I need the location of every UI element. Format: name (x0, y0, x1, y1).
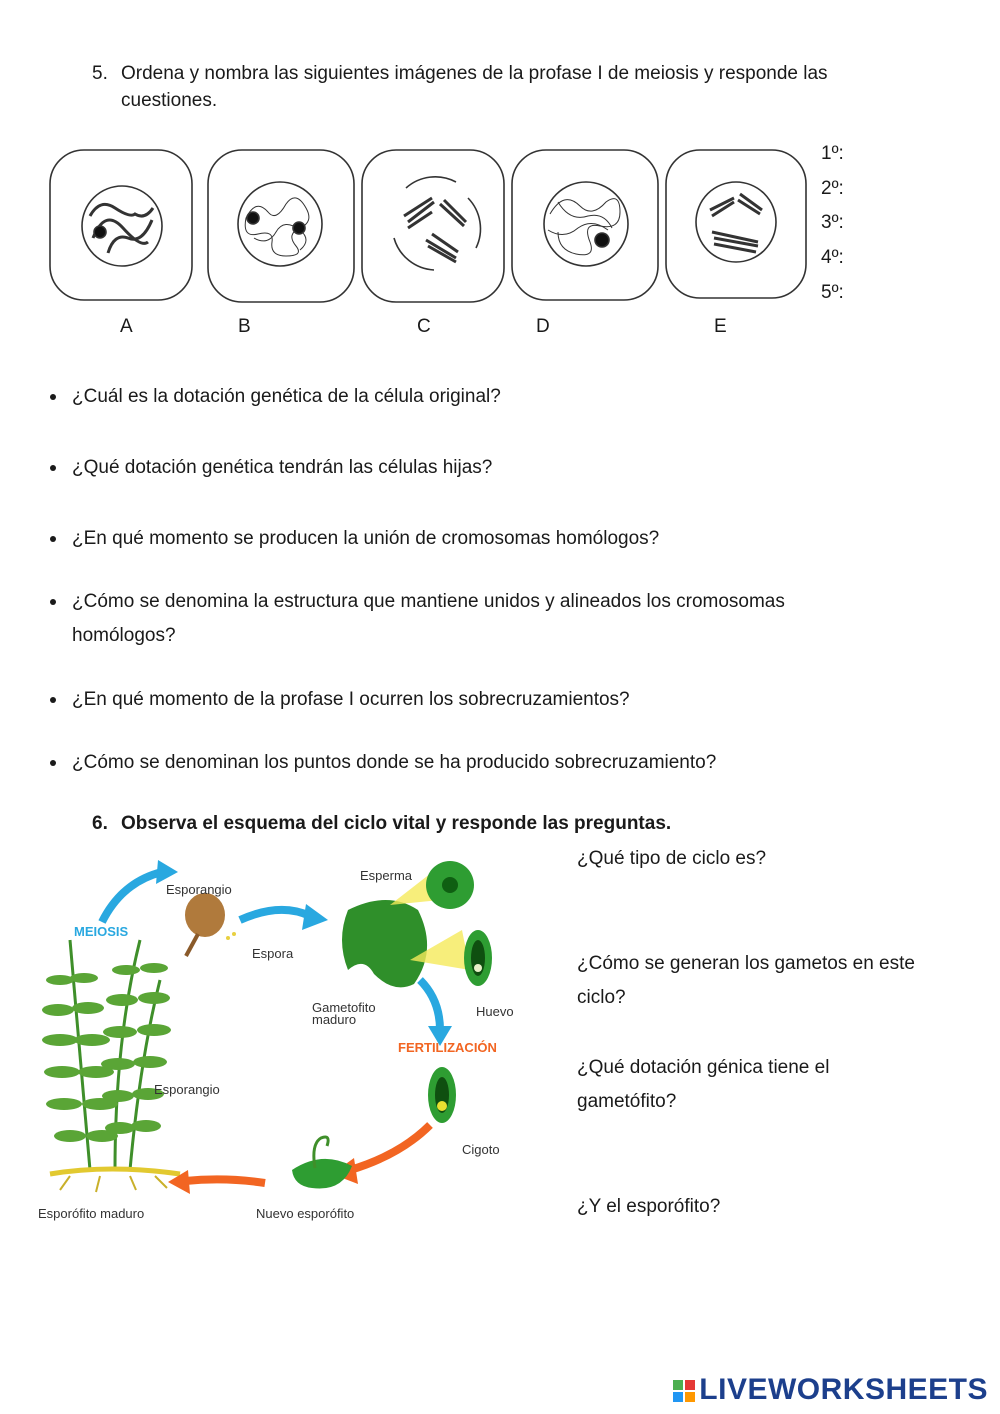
cell-c-image (362, 150, 504, 302)
question-text: ¿Cómo se denominan los puntos donde se ha producido sobrecruzamiento? (72, 752, 717, 773)
label-esperma: Esperma (360, 868, 413, 883)
question-5-number: 5. (92, 63, 108, 84)
mature-sporophyte-image (42, 940, 180, 1192)
question-6-number: 6. (92, 813, 108, 834)
prophase-cells-figure (48, 148, 808, 308)
order-label-2: 2º: (821, 178, 844, 199)
question-text: ¿Cómo se denomina la estructura que mantiene unidos y alineados los cromosomas homólogos? (72, 591, 785, 646)
cell-a-image (50, 150, 192, 300)
question-5-title (92, 60, 912, 114)
label-fertilizacion: FERTILIZACIÓN (398, 1040, 497, 1055)
cell-b-image (208, 150, 354, 302)
label-esporangio-side: Esporangio (154, 1082, 220, 1097)
order-label-3: 3º: (821, 212, 844, 233)
label-espora: Espora (252, 946, 294, 961)
cell-label-b: B (238, 316, 251, 337)
zygote-image (428, 1067, 456, 1123)
bullet-dot (50, 465, 56, 471)
question-6-item: ¿Qué tipo de ciclo es? (577, 848, 767, 869)
cell-label-a: A (120, 316, 133, 337)
question-5-item (50, 522, 900, 556)
question-6-item: ¿Y el esporófito? (577, 1196, 721, 1217)
label-maduro: maduro (312, 1012, 357, 1027)
label-cigoto: Cigoto (462, 1142, 500, 1157)
cell-label-c: C (417, 316, 431, 337)
label-nuevo-esporofito: Nuevo esporófito (256, 1206, 355, 1221)
question-text: ¿En qué momento se producen la unión de cromosomas homólogos? (72, 528, 660, 549)
question-6-item: ¿Cómo se generan los gametos en este ciclo? (577, 953, 915, 1008)
bullet-dot (50, 536, 56, 542)
question-5-item (50, 683, 900, 717)
question-6-item: ¿Qué dotación génica tiene el gametófito? (577, 1057, 830, 1112)
order-label-4: 4º: (821, 247, 844, 268)
liveworksheets-logo-icon (673, 1380, 695, 1402)
order-label-5: 5º: (821, 282, 844, 303)
bullet-dot (50, 760, 56, 766)
question-text: ¿Qué dotación genética tendrán las células hijas? (72, 457, 493, 478)
sporangium-image (185, 893, 236, 956)
label-esporofito-maduro: Esporófito maduro (38, 1206, 145, 1221)
liveworksheets-logo (673, 1373, 988, 1407)
liveworksheets-logo-text: LIVEWORKSHEETS (699, 1373, 988, 1406)
question-5-item (50, 585, 840, 653)
question-6-title (92, 813, 671, 835)
question-5-item (50, 380, 900, 414)
bullet-dot (50, 599, 56, 605)
label-esporangio-top: Esporangio (166, 882, 232, 897)
question-5-item (50, 746, 900, 780)
question-5-text: Ordena y nombra las siguientes imágenes de la profase I de meiosis y responde las cuestiones. (121, 63, 828, 111)
label-huevo: Huevo (476, 1004, 514, 1019)
label-gametofito: Gametofito (312, 1000, 376, 1015)
question-text: ¿En qué momento de la profase I ocurren los sobrecruzamientos? (72, 689, 630, 710)
cell-e-image (666, 150, 806, 298)
bullet-dot (50, 394, 56, 400)
question-6-text: Observa el esquema del ciclo vital y responde las preguntas. (121, 813, 672, 834)
fern-life-cycle-diagram (30, 850, 560, 1230)
cell-label-d: D (536, 316, 550, 337)
cell-label-e: E (714, 316, 727, 337)
bullet-dot (50, 697, 56, 703)
label-meiosis: MEIOSIS (74, 924, 129, 939)
question-text: ¿Cuál es la dotación genética de la célula original? (72, 386, 501, 407)
question-5-item (50, 451, 900, 485)
cell-d-image (512, 150, 658, 300)
order-label-1: 1º: (821, 143, 844, 164)
new-sporophyte-image (292, 1137, 352, 1189)
